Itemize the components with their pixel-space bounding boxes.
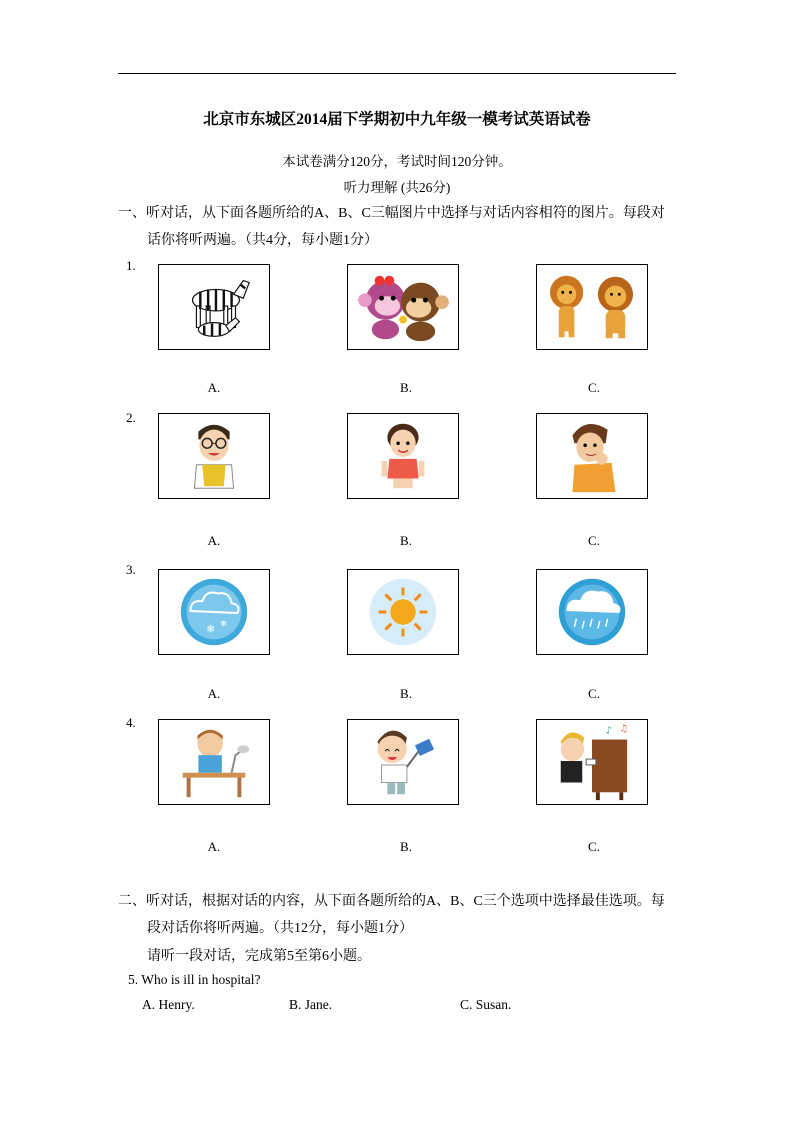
question-number: 1. xyxy=(126,258,136,273)
q4-option-c-image[interactable] xyxy=(536,719,648,805)
part1-instruction-line2: 话你将听两遍。（共4分，每小题1分） xyxy=(147,233,378,248)
q3-option-a-image[interactable] xyxy=(158,569,270,655)
exam-title: 北京市东城区2014届下学期初中九年级一模考试英语试卷 xyxy=(203,111,591,128)
option-label-b: B. xyxy=(400,686,412,701)
q2-option-a-image[interactable] xyxy=(158,413,270,499)
q1-option-a-image[interactable] xyxy=(158,264,270,350)
svg-text:♪: ♪ xyxy=(605,725,612,737)
option-label-a: A. xyxy=(207,380,221,395)
option-label-a: A. xyxy=(207,686,221,701)
part2-instruction-line2: 段对话你将听两遍。（共12分，每小题1分） xyxy=(147,921,413,936)
question-number: 2. xyxy=(126,410,136,425)
q2-option-c-image[interactable] xyxy=(536,413,648,499)
q2-option-b-image[interactable] xyxy=(347,413,459,499)
sun-icon xyxy=(348,570,458,654)
part1-instruction-line1: 一、听对话，从下面各题所给的A、B、C三幅图片中选择与对话内容相符的图片。每段对 xyxy=(118,206,665,221)
option-label-b: B. xyxy=(400,839,412,854)
q1-option-c-image[interactable] xyxy=(536,264,648,350)
svg-text:❄: ❄ xyxy=(206,622,216,636)
question-number: 3. xyxy=(126,562,136,577)
question-5-text: 5. Who is ill in hospital? xyxy=(128,972,261,987)
header-rule xyxy=(118,73,676,74)
svg-text:❄: ❄ xyxy=(219,619,228,630)
rain-cloud-icon xyxy=(537,570,647,654)
question-number: 4. xyxy=(126,715,136,730)
option-label-b: B. xyxy=(400,380,412,395)
boy-studying-icon xyxy=(159,720,269,804)
option-label-a: A. xyxy=(207,533,221,548)
option-label-c: C. xyxy=(588,839,600,854)
monkeys-icon xyxy=(348,265,458,349)
option-label-c: C. xyxy=(588,533,600,548)
boy-thinking-icon xyxy=(537,414,647,498)
exam-info: 本试卷满分120分，考试时间120分钟。 xyxy=(282,154,512,169)
girl-icon xyxy=(348,414,458,498)
q5-option-b[interactable]: B. Jane. xyxy=(289,997,333,1012)
option-label-b: B. xyxy=(400,533,412,548)
q3-option-b-image[interactable] xyxy=(347,569,459,655)
svg-text:♫: ♫ xyxy=(619,723,629,735)
part2-sub-instruction: 请听一段对话，完成第5至第6小题。 xyxy=(147,949,371,964)
snow-cloud-icon xyxy=(159,570,269,654)
q1-option-b-image[interactable] xyxy=(347,264,459,350)
option-label-a: A. xyxy=(207,839,221,854)
option-label-c: C. xyxy=(588,686,600,701)
q4-option-b-image[interactable] xyxy=(347,719,459,805)
option-label-c: C. xyxy=(588,380,600,395)
zebra-icon xyxy=(159,265,269,349)
q3-option-c-image[interactable] xyxy=(536,569,648,655)
section-heading: 听力理解 (共26分) xyxy=(343,180,451,195)
boy-piano-icon xyxy=(537,720,647,804)
boy-cleaning-icon xyxy=(348,720,458,804)
q5-option-c[interactable]: C. Susan. xyxy=(460,997,512,1012)
q4-option-a-image[interactable] xyxy=(158,719,270,805)
q5-option-a[interactable]: A. Henry. xyxy=(142,997,195,1012)
lions-icon xyxy=(537,265,647,349)
boy-glasses-icon xyxy=(159,414,269,498)
part2-instruction-line1: 二、听对话，根据对话的内容，从下面各题所给的A、B、C三个选项中选择最佳选项。每 xyxy=(118,894,665,909)
